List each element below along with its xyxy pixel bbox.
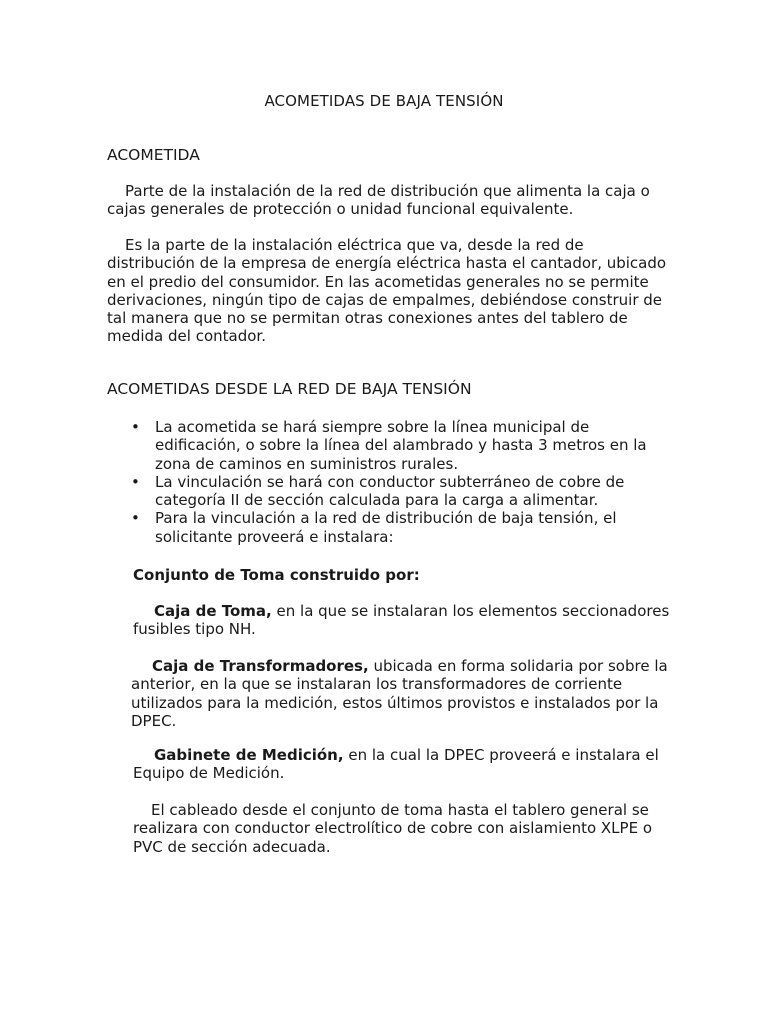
cableado-text: El cableado desde el conjunto de toma hasta el tablero general se realizara con conductor electrolítico de cobre con aislamiento XLPE o PVC de sección adecuada.: [133, 801, 653, 856]
gabinete-text: en la cual la DPEC proveerá e instalara el Equipo de Medición.: [133, 746, 659, 783]
caja-transformadores-label: Caja de Transformadores,: [152, 657, 369, 675]
paragraph-description-text: Es la parte de la instalación eléctrica que va, desde la red de distribución de la empresa de energía eléctrica hasta el cantador, ubicado en el predio del consumidor. En las acometidas generales no se permite derivaciones, ningún tipo de cajas de empalmes, debiéndose construir de tal manera que no se permitan otras conexiones antes del tablero de medida del contador.: [107, 236, 667, 346]
list-item-text: Para la vinculación a la red de distribución de baja tensión, el solicitante proveerá e instalara:: [155, 509, 617, 546]
paragraph-description: [107, 236, 667, 346]
paragraph-definition-text: Parte de la instalación de la red de distribución que alimenta la caja o cajas generales de protección o unidad funcional equivalente.: [107, 182, 650, 219]
section-heading-red-baja-tension: ACOMETIDAS DESDE LA RED DE BAJA TENSIÓN: [107, 380, 472, 398]
list-item: [107, 509, 667, 546]
caja-toma-paragraph: [133, 602, 673, 639]
cableado-paragraph: [133, 801, 673, 856]
bullet-icon: •: [131, 472, 140, 491]
bullet-list: [107, 418, 667, 546]
list-item: [107, 473, 667, 510]
section-heading-acometida: ACOMETIDA: [107, 146, 200, 164]
caja-transformadores-paragraph: [131, 657, 671, 730]
document-title: ACOMETIDAS DE BAJA TENSIÓN: [264, 92, 504, 110]
conjunto-heading: Conjunto de Toma construido por:: [133, 566, 420, 584]
bullet-icon: •: [131, 509, 140, 528]
caja-toma-text: en la que se instalaran los elementos seccionadores fusibles tipo NH.: [133, 602, 670, 639]
list-item-text: La vinculación se hará con conductor subterráneo de cobre de categoría II de sección calculada para la carga a alimentar.: [155, 472, 625, 510]
bullet-icon: •: [131, 418, 140, 436]
paragraph-definition: [107, 182, 667, 219]
gabinete-label: Gabinete de Medición,: [154, 746, 344, 764]
list-item-text: La acometida se hará siempre sobre la línea municipal de edificación, o sobre la línea del alambrado y hasta 3 metros en la zona de caminos en suministros rurales.: [155, 418, 647, 473]
caja-toma-label: Caja de Toma,: [154, 602, 272, 620]
caja-transformadores-text: ubicada en forma solidaria por sobre la anterior, en la que se instalaran los transformadores de corriente utilizados para la medición, estos últimos provistos e instalados por la DPEC.: [131, 657, 668, 730]
gabinete-paragraph: [133, 746, 673, 783]
list-item: [107, 418, 667, 473]
